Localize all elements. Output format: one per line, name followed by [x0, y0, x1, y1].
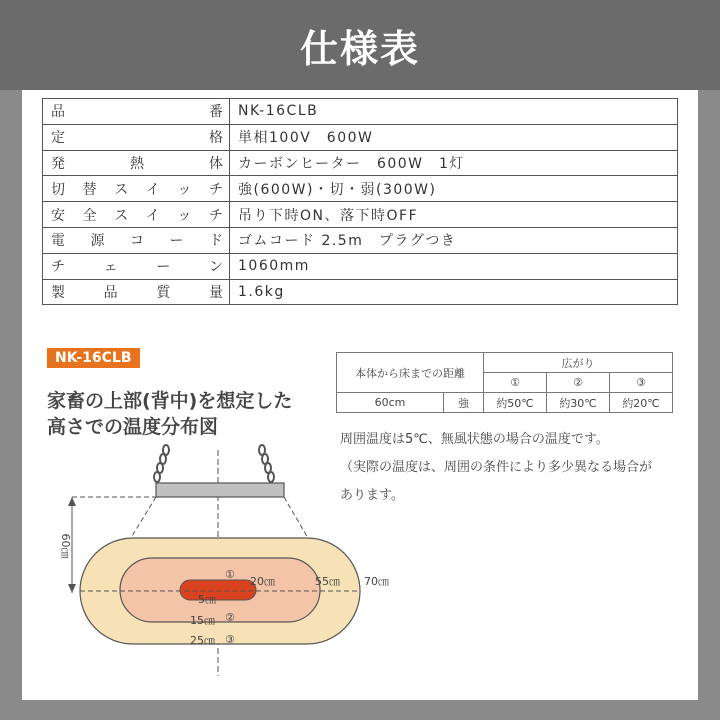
spec-label-char: ス [114, 181, 129, 198]
spec-label-char: ェ [103, 259, 118, 276]
spec-label-char: 質 [156, 284, 171, 301]
spec-value: 1060mm [230, 253, 678, 279]
zone-inner [180, 580, 256, 600]
diagram-title-line1: 家畜の上部(背中)を想定した [47, 390, 293, 412]
spec-label-char: ー [169, 233, 184, 250]
model-badge: NK-16CLB [47, 348, 140, 368]
page-title: 仕様表 [299, 26, 420, 71]
spec-panel [22, 90, 698, 700]
range-mode: 強 [444, 393, 484, 413]
range-zone-3: ③ [610, 373, 673, 393]
dim-25: 25㎝ [190, 634, 215, 647]
spec-row [43, 253, 678, 279]
diagram-title-line2: 高さでの温度分布図 [47, 416, 219, 438]
range-zone-1: ① [484, 373, 547, 393]
zone-label-3: ③ [225, 633, 235, 646]
spec-value: 強(600W)・切・弱(300W) [230, 176, 678, 202]
note-line-2: （実際の温度は、周囲の条件により多少異なる場合が [340, 460, 653, 475]
spec-row [43, 150, 678, 176]
spec-label-char: 量 [208, 284, 223, 301]
dim-55: 55㎝ [315, 575, 340, 588]
spec-label [43, 176, 230, 202]
diagram-title [47, 388, 292, 440]
spec-row [43, 227, 678, 253]
spec-label-char: ス [114, 207, 129, 224]
range-head-distance: 本体から床までの距離 [337, 353, 484, 393]
chain-right [259, 445, 274, 482]
spec-label-char: チ [51, 259, 65, 276]
spec-label-char: 格 [209, 130, 223, 147]
range-distance: 60cm [337, 393, 444, 413]
dim-5: 5㎝ [198, 593, 216, 606]
spec-value: ゴムコード 2.5m プラグつき [230, 227, 678, 253]
spec-value: 1.6kg [230, 279, 678, 305]
spec-label [43, 227, 230, 253]
spec-label-char: 品 [103, 284, 118, 301]
spec-value: 吊り下時ON、落下時OFF [230, 202, 678, 228]
zone-label-2: ② [225, 611, 235, 624]
spec-table [42, 98, 678, 305]
spec-label-char: ッ [177, 207, 192, 224]
spec-label-char: 製 [51, 284, 65, 301]
spec-label-char: ド [209, 233, 223, 250]
spec-label-char: コ [130, 233, 144, 250]
spec-value: 単相100V 600W [230, 124, 678, 150]
spec-label-char: チ [208, 181, 223, 198]
spec-label-char: 番 [209, 104, 223, 121]
spec-row [43, 176, 678, 202]
page-header [0, 0, 720, 90]
spec-label-char: ー [156, 259, 171, 276]
spec-label-char: 熱 [130, 155, 144, 172]
range-temp-3: 約20℃ [610, 393, 673, 413]
height-arrow-bottom [68, 584, 76, 593]
heater-body [156, 483, 284, 497]
chain-left [154, 445, 169, 482]
zone-label-1: ① [225, 568, 235, 581]
spec-label-char: 定 [51, 130, 65, 147]
spec-label-char: ッ [177, 181, 192, 198]
spec-row [43, 124, 678, 150]
spec-label-char: 切 [51, 181, 65, 198]
spec-row [43, 279, 678, 305]
spec-label-char: チ [208, 207, 223, 224]
spec-label [43, 279, 230, 305]
spec-label-char: 電 [51, 233, 65, 250]
spec-label-char: 源 [90, 233, 105, 250]
spec-label [43, 99, 230, 125]
spec-label-char: イ [145, 207, 160, 224]
heat-distribution-diagram [22, 440, 389, 670]
dim-20: 20㎝ [250, 575, 275, 588]
range-head-spread: 広がり [484, 353, 673, 373]
range-table [336, 352, 673, 413]
spec-label [43, 124, 230, 150]
spec-value: カーボンヒーター 600W 1灯 [230, 150, 678, 176]
spec-label [43, 202, 230, 228]
spec-label [43, 253, 230, 279]
spec-label-char: 体 [209, 155, 223, 172]
spec-label-char: 全 [82, 207, 97, 224]
height-arrow-top [68, 497, 76, 506]
dim-70: 70㎝ [364, 575, 389, 588]
spec-row [43, 202, 678, 228]
dim-15: 15㎝ [190, 614, 215, 627]
spec-label-char: イ [145, 181, 160, 198]
spec-label-char: 発 [51, 155, 65, 172]
spec-label-char: 安 [51, 207, 65, 224]
spec-label-char: ン [208, 259, 223, 276]
spec-label-char: 替 [82, 181, 97, 198]
spec-label-char: 品 [51, 104, 65, 121]
range-temp-1: 約50℃ [484, 393, 547, 413]
spec-label [43, 150, 230, 176]
height-label: 60㎝ [59, 533, 72, 559]
range-temp-2: 約30℃ [547, 393, 610, 413]
range-zone-2: ② [547, 373, 610, 393]
note-line-1: 周囲温度は5℃、無風状態の場合の温度です。 [340, 432, 609, 447]
note-line-3: あります。 [340, 488, 404, 503]
spec-value: NK-16CLB [230, 99, 678, 125]
spec-row [43, 99, 678, 125]
